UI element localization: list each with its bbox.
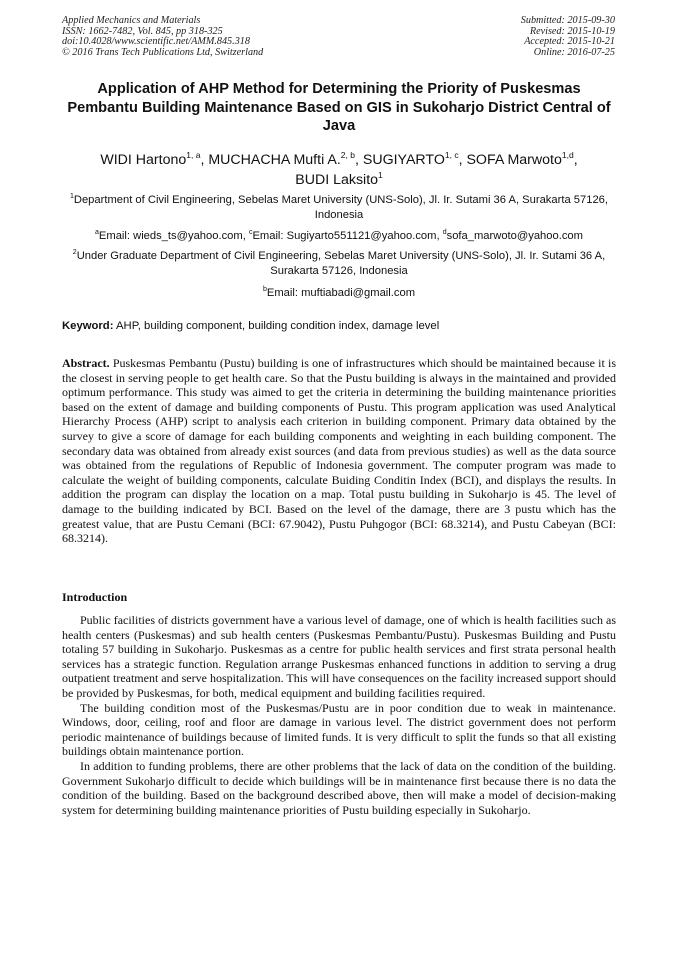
submitted-date: Submitted: 2015-09-30 (520, 15, 615, 26)
journal-header-right (521, 16, 615, 58)
author-list (60, 150, 618, 190)
author-separator: , (458, 152, 467, 168)
email-text: Email: muftiabadi@gmail.com (266, 287, 416, 299)
keyword-label: Keyword: (62, 320, 114, 332)
abstract-text: Puskesmas Pembantu (Pustu) building is one of infrastructures which should be maintained because it is the closest in serving people to get health care. So that the Pustu building is always in the maintained and provided optimum performance. This study was aimed to get the criteria in determining the building maintenance priorities based on the extent of damage and building components of Pustu. This program application was used Analytical Hierarchy Process (AHP) script to analysis each criterion in building component. Primary data obtained by the survey to give a score of damage for each building components and weighting in each building component. The secondary data was obtained from already exist sources (and data from previous studies) as well as the data source was obtained from the regulations of Republic of Indonesia government. The computer program was made to calculate the weight of building components, calculate Buiding Conditin Index (BCI), and displays the results. In addition the program can display the location on a map. Total pustu building in Sukoharjo is 45. The level of damage to the building indicated by BCI. Based on the level of the damage, there are 3 pustu which has the greatest value, that are Pustu Cemani (BCI: 67.9042), Pustu Puhgogor (BCI: 68.3214), and Pustu Cabeyan (BCI: 68.3214). (62, 356, 616, 546)
author-affiliation-marker: 1 (378, 170, 383, 180)
author-name: MUCHACHA Mufti A. (208, 152, 341, 168)
author-name: SOFA Marwoto (466, 152, 562, 168)
affiliation-2 (62, 249, 616, 280)
affiliation-text: Department of Civil Engineering, Sebelas Maret University (UNS-Solo), Jl. Ir. Sutami 36 A, Surakarta 57126, Indonesia (73, 194, 609, 222)
affiliation-marker: 2 (72, 249, 77, 256)
section-heading-introduction: Introduction (62, 590, 128, 604)
author-affiliation-marker: 1, a (186, 150, 201, 160)
introduction-body (62, 613, 616, 817)
affiliation-2-email (62, 286, 616, 301)
author-affiliation-marker: 1, c (444, 150, 459, 160)
journal-name: Applied Mechanics and Materials (62, 15, 201, 26)
author-affiliation-marker: 1,d (561, 150, 574, 160)
paragraph: In addition to funding problems, there are other problems that the lack of data on the condition of the building. Government Sukoharjo difficult to decide which buildings will be in maintenance first because there is no data the condition of the building. Based on the background described above, then will make a model of decision-making system for determining building maintenance priorities of Pustu building especially in Sukoharjo. (62, 758, 616, 817)
paragraph: Public facilities of districts government have a various level of damage, one of which is health facilities such as health centers (Puskesmas) and sub health centers (Puskesmas Pembantu/Pustu). Puskesmas Building and Pustu totaling 57 building in Sukoharjo. Puskesmas as a centre for public health services and first strata personal health services has a strategic function. Regulation arrange Puskesmas enhanced functions in addition to serving a drug outpatient treatment and serve hospitalization. This will have consequences on the facility increased support should be provided by Puskesmas, for both, medical equipment and building facilities required. (62, 613, 616, 700)
email-marker: b (262, 286, 267, 293)
affiliation-1-emails (62, 229, 616, 244)
keywords (62, 319, 616, 334)
affiliation-1 (62, 193, 616, 224)
paper-title: Application of AHP Method for Determining the Priority of Puskesmas Pembantu Building Maintenance Based on GIS in Sukoharjo District Central of Java (67, 81, 611, 135)
keyword-text: AHP, building component, building condition index, damage level (113, 320, 440, 332)
doi-line: doi:10.4028/www.scientific.net/AMM.845.318 (62, 36, 250, 48)
accepted-date: Accepted: 2015-10-21 (524, 36, 615, 48)
author-name: SUGIYARTO (362, 152, 445, 168)
author-separator: , (573, 152, 578, 168)
email-marker: d (442, 229, 447, 236)
abstract-label: Abstract. (62, 356, 110, 370)
paragraph: The building condition most of the Puskesmas/Pustu are in poor condition due to weak in maintenance. Windows, door, ceiling, roof and floor are damage in various level. The district government does not perform periodic maintenance of buildings because of limited funds. It is very difficult to split the funds so that all existing buildings obtain maintenance portion. (62, 700, 616, 759)
email-text: Email: Sugiyarto551121@yahoo.com, (252, 230, 443, 242)
email-text: sofa_marwoto@yahoo.com (446, 230, 583, 242)
author-name: WIDI Hartono (100, 152, 187, 168)
revised-date: Revised: 2015-10-19 (529, 25, 615, 37)
journal-header-left (62, 16, 263, 58)
online-date: Online: 2016-07-25 (533, 46, 615, 58)
email-marker: a (95, 229, 99, 236)
author-name: BUDI Laksito (295, 172, 379, 188)
affiliation-text: Under Graduate Department of Civil Engineering, Sebelas Maret University (UNS-Solo), Jl. Ir. Sutami 36 A, Surakarta 57126, Indonesia (76, 250, 606, 278)
issn-line: ISSN: 1662-7482, Vol. 845, pp 318-325 (62, 25, 223, 37)
copyright-line: © 2016 Trans Tech Publications Ltd, Switzerland (62, 46, 264, 58)
affiliation-marker: 1 (69, 193, 74, 200)
author-affiliation-marker: 2, b (340, 150, 355, 160)
author-separator: , (200, 152, 209, 168)
email-text: Email: wieds_ts@yahoo.com, (98, 230, 249, 242)
author-separator: , (354, 152, 363, 168)
email-marker: c (248, 229, 253, 236)
abstract (62, 356, 616, 546)
